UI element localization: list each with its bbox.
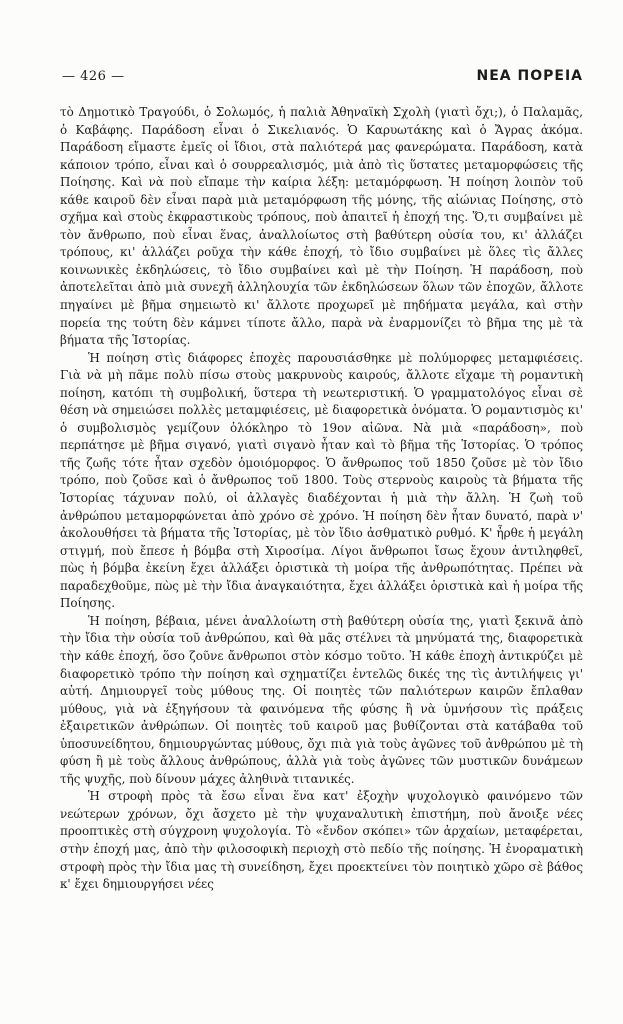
article-body <box>60 104 583 894</box>
paragraph-1: τὸ Δημοτικὸ Τραγούδι, ὁ Σολωμός, ἡ παλιὰ Ἀθηναϊκὴ Σχολὴ (γιατὶ ὄχι;), ὁ Παλαμᾶς, ὁ Καβάφης. Παράδοση εἶναι ὁ Σικελιανός. Ὁ Καρυωτάκης καὶ ὁ Ἄγρας ἀκόμα. Παράδοση εἴμαστε ἐμεῖς οἱ ἴδιοι, στὰ παλιότερά μας φανερώματα. Παράδοση, κατὰ κάποιον τρόπο, εἶναι καὶ ὁ σουρρεαλισμός, μιὰ ἀπὸ τὶς ὕστατες μεταμορφώσεις τῆς Ποίησης. Καὶ νὰ ποὺ εἴπαμε τὴν καίρια λέξη: μεταμόρφωση. Ἡ ποίηση λοιπὸν τοῦ κάθε καιροῦ δὲν εἶναι παρὰ μιὰ μεταμόρφωση τῆς μόνης, τῆς αἰώνιας Ποίησης, στὸ σχῆμα καὶ στοὺς ἐκφραστικοὺς τρόπους, ποὺ ἀπαιτεῖ ἡ ἐποχή της. Ὅ,τι συμβαίνει μὲ τὸν ἄνθρωπο, ποὺ εἶναι ἕνας, ἀναλλοίωτος στὴ βαθύτερη οὐσία του, κι' ἀλλάζει τρόπους, κι' ἀλλάζει ροῦχα τὴν κάθε ἐποχή, τὸ ἴδιο συμβαίνει μὲ ὅλες τὶς ἄλλες κοινωνικὲς ἐκδηλώσεις, τὸ ἴδιο συμβαίνει καὶ μὲ τὴν Ποίηση. Ἡ παράδοση, ποὺ ἀποτελεῖται ἀπὸ μιὰ συνεχῆ ἀλληλουχία τῶν ἐκδηλώσεων ὅλων τῶν ἐποχῶν, ἄλλοτε πηγαίνει μὲ βῆμα σημειωτὸ κι' ἄλλοτε προχωρεῖ μὲ πηδήματα μεγάλα, καὶ στὴν πορεία της τούτη δὲν κάμνει τίποτε ἄλλο, παρὰ νὰ ἐναρμονίζει τὸ βῆμα της μὲ τὰ βήματα τῆς Ἱστορίας. <box>60 105 583 348</box>
paragraph-4: Ἡ στροφὴ πρὸς τὰ ἔσω εἶναι ἕνα κατ' ἐξοχὴν ψυχολογικὸ φαινόμενο τῶν νεώτερων χρόνων, ὄχι ἄσχετο μὲ τὴν ψυχαναλυτικὴ ἐπιστήμη, ποὺ ἄνοιξε νέες προοπτικὲς στὴ σύγχρονη ψυχολογία. Τὸ «ἔνδον σκόπει» τῶν ἀρχαίων, μεταφέρεται, στὴν ἐποχή μας, ἀπὸ τὴν φιλοσοφικὴ περιοχὴ στὸ πεδίο τῆς ποίησης. Ἡ ἐνοραματικὴ στροφὴ πρὸς τὴν ἴδια μας τὴ συνείδηση, ἔχει προεκτείνει τὸν ποιητικὸ χῶρο σὲ βάθος κ' ἔχει δημιουργήσει νέες <box>60 789 583 892</box>
paragraph-3: Ἡ ποίηση, βέβαια, μένει ἀναλλοίωτη στὴ βαθύτερη οὐσία της, γιατὶ ξεκινᾶ ἀπὸ τὴν ἴδια τὴν οὐσία τοῦ ἀνθρώπου, καὶ θὰ μᾶς στέλνει τὰ μηνύματά της, διαφορετικὰ τὴν κάθε ἐποχή, ὅσο ζοῦνε ἄνθρωποι στὸν κόσμο τοῦτο. Ἡ κάθε ἐποχὴ ἀντικρύζει μὲ διαφορετικὸ τρόπο τὴν ποίηση καὶ σχηματίζει ἐντελῶς δικές της τὶς ἀντιλήψεις γι' αὐτή. Δημιουργεῖ τοὺς μύθους της. Οἱ ποιητὲς τῶν παλιότερων καιρῶν ἔπλαθαν μύθους, γιὰ νὰ ἐξηγήσουν τὰ φαινόμενα τῆς φύσης ἢ νὰ ὑμνήσουν τὶς πράξεις ἐξαιρετικῶν ἀνθρώπων. Οἱ ποιητὲς τοῦ καιροῦ μας βυθίζονται στὰ κατάβαθα τοῦ ὑποσυνείδητου, δημιουργώντας μύθους, ὄχι πιὰ γιὰ τοὺς ἀγῶνες τοῦ ἀνθρώπου μὲ τὴ φύση ἢ μὲ τοὺς ἄλλους ἀνθρώπους, ἀλλὰ γιὰ τοὺς ἀγῶνες τῶν μυστικῶν δυνάμεων τῆς ψυχῆς, ποὺ δίνουν μάχες ἀληθινὰ τιτανικές. <box>60 613 583 786</box>
page-number: — 426 — <box>62 69 125 84</box>
page-header <box>62 68 583 90</box>
paragraph-2: Ἡ ποίηση στὶς διάφορες ἐποχὲς παρουσιάσθηκε μὲ πολύμορφες μεταμφιέσεις. Γιὰ νὰ μὴ πᾶμε πολὺ πίσω στοὺς μακρυνοὺς καιρούς, ἄλλοτε εἴχαμε τὴ ρομαντικὴ ποίηση, κατόπι τὴ συμβολική, ὕστερα τὴ νεωτεριστική. Ὁ γραμματολόγος εἶναι σὲ θέση νὰ σημειώσει πολλὲς μεταμφιέσεις, μὲ διαφορετικὰ ὀνόματα. Ὁ ρομαντισμὸς κι' ὁ συμβολισμὸς γεμίζουν ὁλόκληρο τὸ 19ον αἰῶνα. Νὰ μιὰ «παράδοση», ποὺ περπάτησε μὲ βῆμα σιγανό, γιατὶ σιγανὸ ἦταν καὶ τὸ βῆμα τῆς Ἱστορίας. Ὁ τρόπος τῆς ζωῆς τότε ἦταν σχεδὸν ὁμοιόμορφος. Ὁ ἄνθρωπος τοῦ 1850 ζοῦσε μὲ τὸν ἴδιο τρόπο, ποὺ ζοῦσε καὶ ὁ ἄνθρωπος τοῦ 1800. Τοὺς στερνοὺς καιροὺς τὰ βήματα τῆς Ἱστορίας τάχυναν πολύ, οἱ ἀλλαγὲς διαδέχονται ἡ μιὰ τὴν ἄλλη. Ἡ ζωὴ τοῦ ἀνθρώπου μεταμορφώνεται ἀπὸ χρόνο σὲ χρόνο. Ἡ ποίηση δὲν ἦταν δυνατό, παρὰ ν' ἀκολουθήσει τὰ βήματα τῆς Ἱστορίας, μὲ τὸν ἴδιο ἀσθματικὸ ρυθμό. Κ' ἦρθε ἡ μεγάλη στιγμή, ποὺ ἔπεσε ἡ βόμβα στὴ Χιροσίμα. Λίγοι ἄνθρωποι ἴσως ἔχουν ἀντιληφθεῖ, πὼς ἡ βόμβα ἐκείνη ἔχει ἀλλάξει ὁριστικὰ τὴ μοίρα τῆς ἀνθρωπότητας. Πρέπει νὰ παραδεχθοῦμε, πὼς μὲ τὴν ἴδια ἀναγκαιότητα, ἔχει ἀλλάξει ὁριστικὰ καὶ ἡ μοίρα τῆς Ποίησης. <box>60 350 583 611</box>
journal-title: ΝΕΑ ΠΟΡΕΙΑ <box>476 68 583 84</box>
